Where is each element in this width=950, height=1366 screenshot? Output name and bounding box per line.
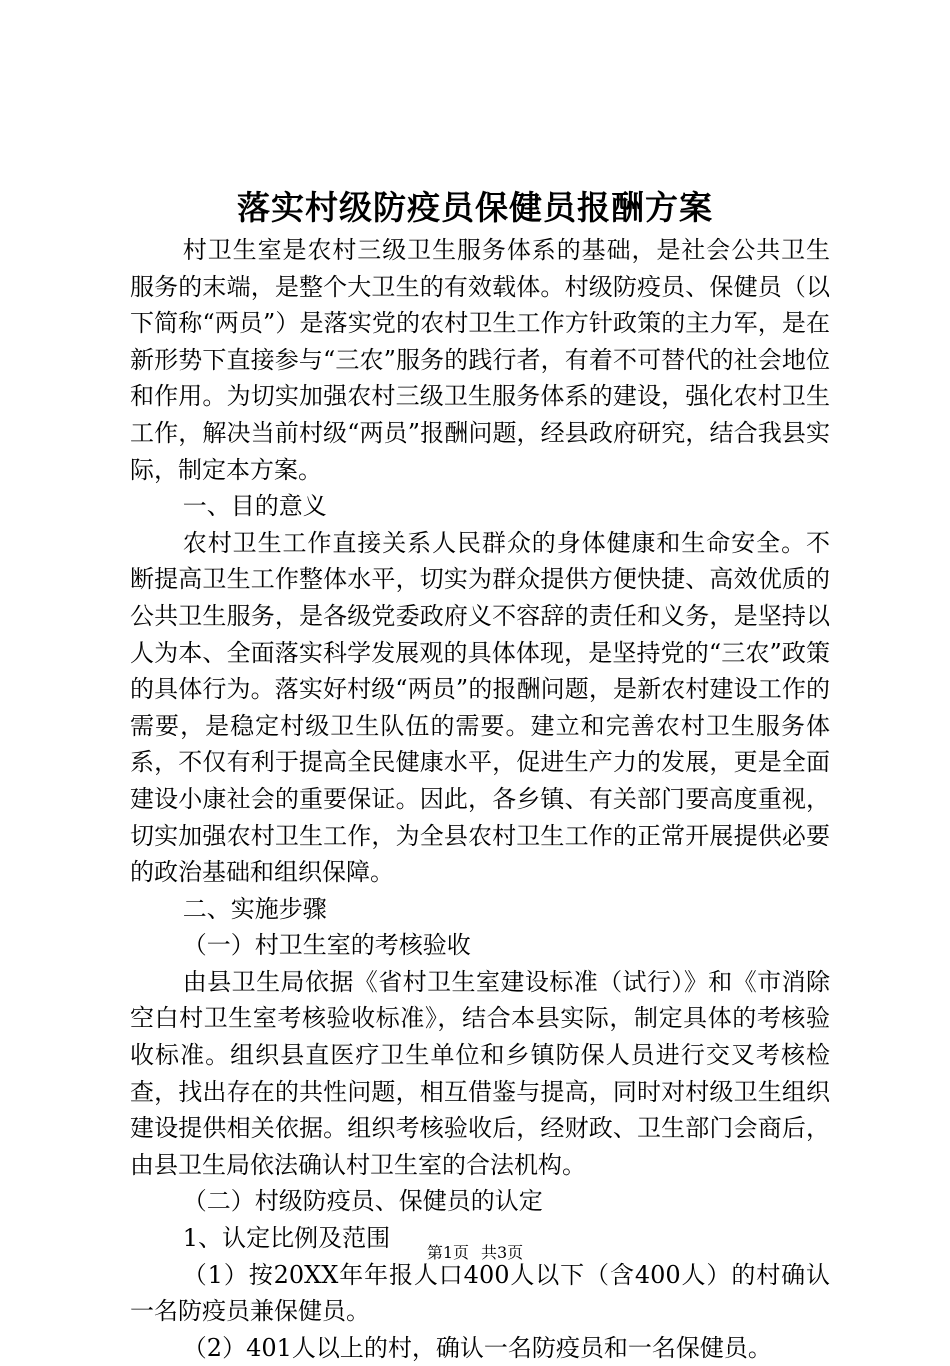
list-item-rule-2: （2）401人以上的村，确认一名防疫员和一名保健员。	[182, 1333, 772, 1362]
document-body	[130, 232, 830, 1366]
section-heading-purpose: 一、目的意义	[182, 492, 327, 521]
list-item-rule-1: （1）按20XX年年报人口400人以下（含400人）的村确认一名防疫员兼保健员。	[130, 1260, 830, 1326]
clinic-inspection-paragraph: 由县卫生局依据《省村卫生室建设标准（试行）》和《市消除空白村卫生室考核验收标准》，结合本县实际，制定具体的考核验收标准。组织县直医疗卫生单位和乡镇防保人员进行交叉考核检查，找出存在的共性问题，相互借鉴与提高，同时对村级卫生组织建设提供相关依据。组织考核验收后，经财政、卫生部门会商后，由县卫生局依法确认村卫生室的合法机构。	[130, 967, 830, 1179]
purpose-paragraph: 农村卫生工作直接关系人民群众的身体健康和生命安全。不断提高卫生工作整体水平，切实为群众提供方便快捷、高效优质的公共卫生服务，是各级党委政府义不容辞的责任和义务，是坚持以人为本、全面落实科学发展观的具体体现，是坚持党的“三农”政策的具体行为。落实好村级“两员”的报酬问题，是新农村建设工作的需要，是稳定村级卫生队伍的需要。建立和完善农村卫生服务体系，不仅有利于提高全民健康水平，促进生产力的发展，更是全面建设小康社会的重要保证。因此，各乡镇、有关部门要高度重视，切实加强农村卫生工作，为全县农村卫生工作的正常开展提供必要的政治基础和组织保障。	[130, 528, 830, 887]
section-heading-steps: 二、实施步骤	[182, 894, 327, 923]
page-total: 共3页	[481, 1243, 524, 1262]
page-number: 第1页	[426, 1243, 469, 1262]
subsection-heading-staff-certification: （二）村级防疫员、保健员的认定	[182, 1187, 543, 1216]
page-footer	[0, 1243, 950, 1263]
subsection-heading-clinic-inspection: （一）村卫生室的考核验收	[182, 931, 471, 960]
item-heading-ratio-scope: 1、认定比例及范围	[182, 1224, 391, 1253]
document-title: 落实村级防疫员保健员报酬方案	[237, 188, 713, 227]
intro-paragraph: 村卫生室是农村三级卫生服务体系的基础，是社会公共卫生服务的末端，是整个大卫生的有效载体。村级防疫员、保健员（以下简称“两员”）是落实党的农村卫生工作方针政策的主力军，是在新形势下直接参与“三农”服务的践行者，有着不可替代的社会地位和作用。为切实加强农村三级卫生服务体系的建设，强化农村卫生工作，解决当前村级“两员”报酬问题，经县政府研究，结合我县实际，制定本方案。	[130, 236, 830, 484]
